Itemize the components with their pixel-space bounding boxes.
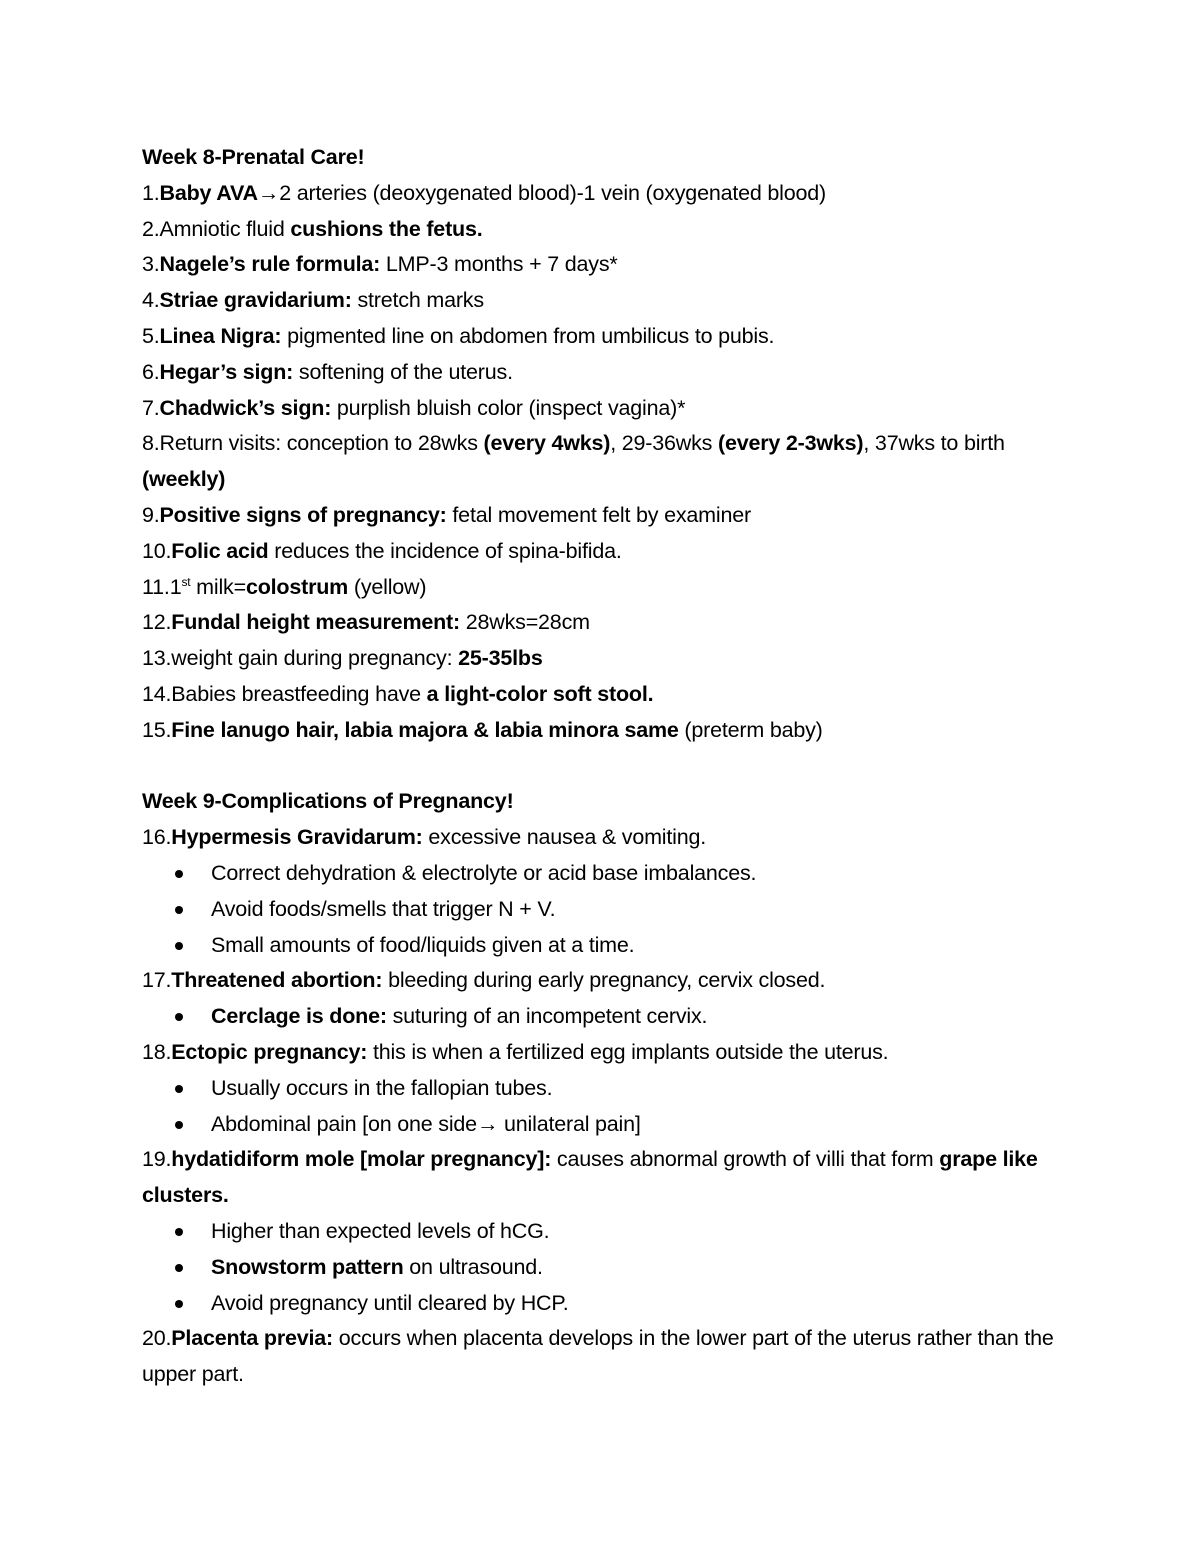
list-item-11: 11.1st milk=colostrum (yellow) — [142, 574, 427, 599]
bullet-icon — [175, 1300, 183, 1308]
list-item-7: 7.Chadwick’s sign: purplish bluish color (inspect vagina)* — [142, 395, 686, 420]
list-item-10: 10.Folic acid reduces the incidence of spina-bifida. — [142, 538, 622, 563]
bullet-icon — [175, 1228, 183, 1236]
right-arrow-icon: → — [476, 1111, 499, 1136]
list-item-18: 18.Ectopic pregnancy: this is when a fertilized egg implants outside the uterus. — [142, 1039, 889, 1064]
bullet-icon — [175, 906, 183, 914]
list-item-15: 15.Fine lanugo hair, labia majora & labia minora same (preterm baby) — [142, 717, 823, 742]
bullet-item: Cerclage is done: suturing of an incompetent cervix. — [142, 999, 1062, 1035]
list-item-4: 4.Striae gravidarium: stretch marks — [142, 288, 484, 313]
right-arrow-icon: → — [257, 180, 280, 205]
list-item-3: 3.Nagele’s rule formula: LMP-3 months + 7 days* — [142, 252, 618, 277]
list-item-5: 5.Linea Nigra: pigmented line on abdomen from umbilicus to pubis. — [142, 323, 775, 348]
bullet-icon — [175, 870, 183, 878]
list-item-17: 17.Threatened abortion: bleeding during early pregnancy, cervix closed. — [142, 968, 826, 993]
bullet-item: Snowstorm pattern on ultrasound. — [142, 1250, 1062, 1286]
bullet-item: Small amounts of food/liquids given at a time. — [142, 928, 1062, 964]
bullet-item: Avoid pregnancy until cleared by HCP. — [142, 1286, 1062, 1322]
bullet-icon — [175, 1121, 183, 1129]
list-item-20: 20.Placenta previa: occurs when placenta develops in the lower part of the uterus rather than the upper part. — [142, 1326, 1054, 1387]
bullet-icon — [175, 942, 183, 950]
list-item-8: 8.Return visits: conception to 28wks (every 4wks), 29-36wks (every 2-3wks), 37wks to birth (weekly) — [142, 431, 1005, 492]
list-item-14: 14.Babies breastfeeding have a light-color soft stool. — [142, 681, 654, 706]
bullet-icon — [175, 1264, 183, 1272]
list-item-13: 13.weight gain during pregnancy: 25-35lbs — [142, 646, 543, 671]
bullet-icon — [175, 1085, 183, 1093]
bullet-item: Avoid foods/smells that trigger N + V. — [142, 892, 1062, 928]
bullet-item: Abdominal pain [on one side→ unilateral pain] — [142, 1107, 1062, 1143]
list-item-16: 16.Hypermesis Gravidarum: excessive nausea & vomiting. — [142, 825, 707, 850]
bullet-item: Usually occurs in the fallopian tubes. — [142, 1071, 1062, 1107]
week8-heading: Week 8-Prenatal Care! — [142, 145, 365, 169]
list-item-2: 2.Amniotic fluid cushions the fetus. — [142, 216, 483, 241]
bullet-item: Higher than expected levels of hCG. — [142, 1214, 1062, 1250]
bullet-icon — [175, 1013, 183, 1021]
list-item-12: 12.Fundal height measurement: 28wks=28cm — [142, 610, 590, 635]
list-item-1: 1.Baby AVA→2 arteries (deoxygenated blood)-1 vein (oxygenated blood) — [142, 176, 1062, 212]
week9-heading: Week 9-Complications of Pregnancy! — [142, 789, 514, 814]
list-item-6: 6.Hegar’s sign: softening of the uterus. — [142, 359, 513, 384]
notes-body — [142, 140, 1062, 1393]
list-item-9: 9.Positive signs of pregnancy: fetal movement felt by examiner — [142, 502, 751, 527]
bullet-item: Correct dehydration & electrolyte or acid base imbalances. — [142, 856, 1062, 892]
list-item-19: 19.hydatidiform mole [molar pregnancy]: causes abnormal growth of villi that form grape like clusters. — [142, 1147, 1038, 1208]
section-spacer — [142, 749, 1062, 785]
